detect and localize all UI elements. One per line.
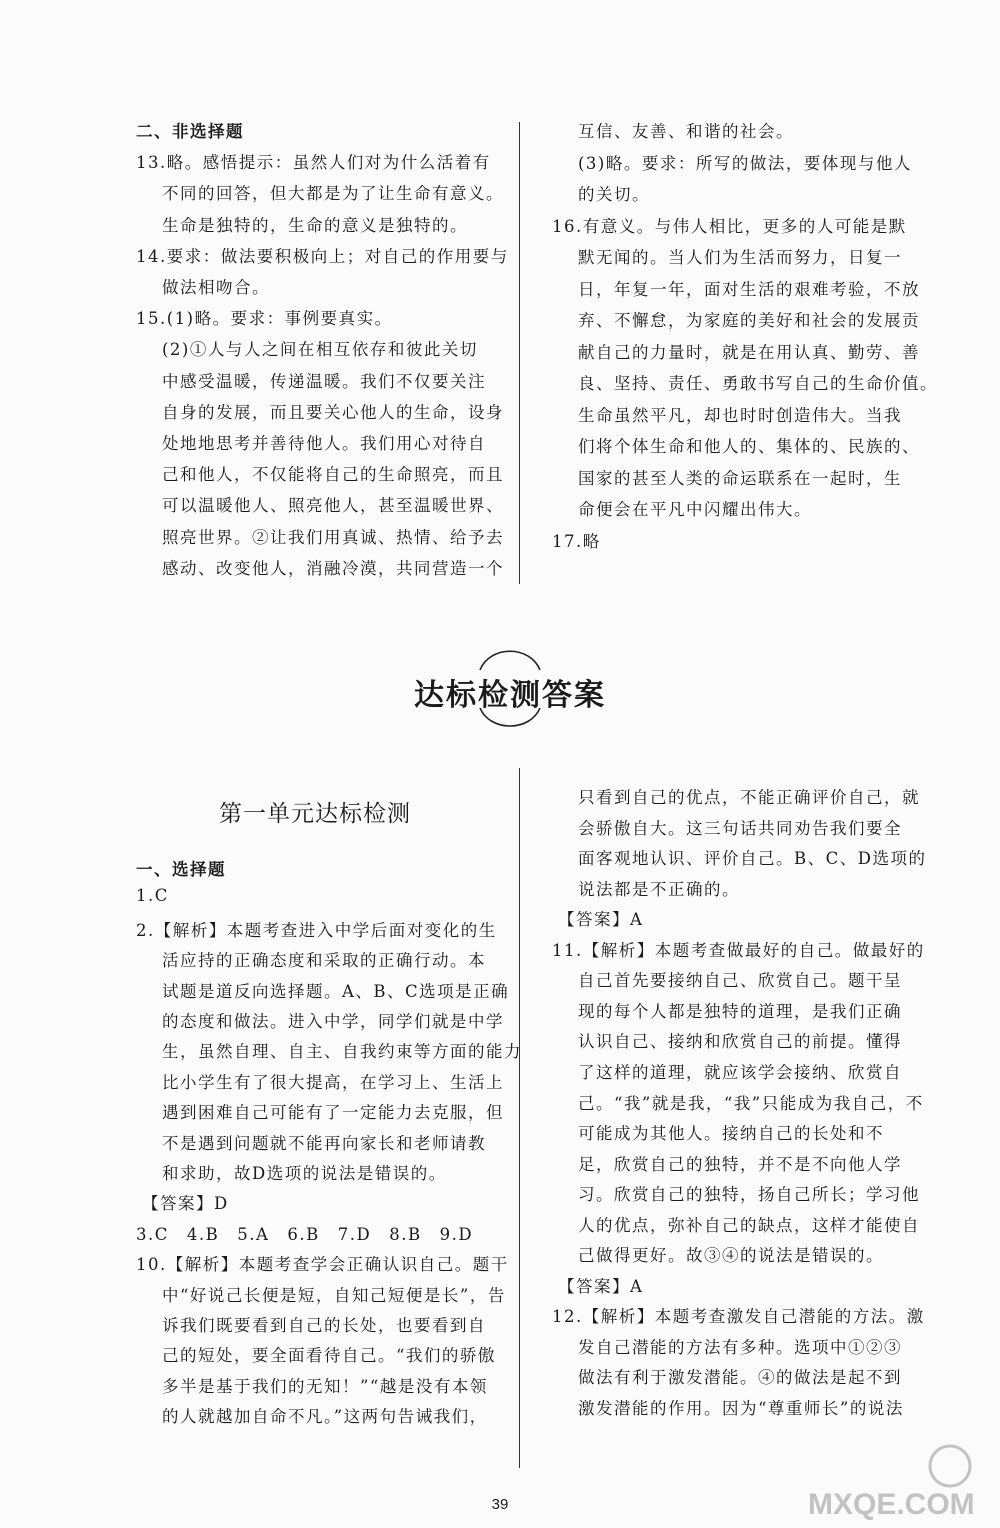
text-line: 认识自己、接纳和欣赏自己的前提。懂得 [578,1032,902,1052]
text-line: 12.【解析】本题考查激发自己潜能的方法。激 [552,1307,925,1327]
text-line: 的关切。 [578,185,650,204]
column-divider-bottom [519,768,520,1468]
text-line: 己的短处，要全面看待自己。“我们的骄傲 [162,1346,496,1366]
text-line: 二、非选择题 [136,122,244,141]
column-divider-top [519,122,520,584]
text-line: 们将个体生命和他人的、集体的、民族的、 [578,437,920,456]
text-line: 比小学生有了很大提高，在学习上、生活上 [162,1072,504,1092]
text-line: 说法都是不正确的。 [578,879,740,899]
text-line: 感动、改变他人，消融冷漠，共同营造一个 [162,558,504,578]
text-line: 只看到自己的优点，不能正确评价自己，就 [578,788,920,807]
text-line: 了这样的道理，就应该学会接纳、欣赏自 [578,1062,902,1082]
text-line: 中“好说己长便是短，自知己短便是长”，告 [162,1285,506,1305]
text-line: 【答案】A [558,910,644,930]
text-line: 激发潜能的作用。因为“尊重师长”的说法 [578,1399,904,1418]
text-line: 1.C [136,886,169,906]
text-line: 2.【解析】本题考查进入中学后面对变化的生 [136,920,497,940]
watermark-text: MXQE.COM [808,1488,975,1521]
text-line: 试题是道反向选择题。A、B、C选项是正确 [162,981,510,1001]
text-line: 面客观地认识、评价自己。B、C、D选项的 [578,849,927,869]
text-line: 14.要求：做法要积极向上；对自己的作用要与 [136,246,509,266]
text-line: 16.有意义。与伟人相比，更多的人可能是默 [552,216,907,236]
text-line: 一、选择题 [136,860,226,879]
text-line: 可能成为其他人。接纳自己的长处和不 [578,1124,884,1144]
text-line: 10.【解析】本题考查学会正确认识自己。题干 [136,1255,509,1275]
text-line: 中感受温暖，传递温暖。我们不仅要关注 [162,371,486,391]
text-line: 15.(1)略。要求：事例要真实。 [136,309,393,329]
text-line: 活应持的正确态度和采取的正确行动。本 [162,951,486,971]
text-line: 国家的甚至人类的命运联系在一起时，生 [578,468,902,488]
text-line: 己和他人，不仅能将自己的生命照亮，而且 [162,465,504,485]
text-line: 和求助，故D选项的说法是错误的。 [162,1164,447,1183]
text-line: 的态度和做法。进入中学，同学们就是中学 [162,1012,504,1031]
unit-title: 第一单元达标检测 [219,801,411,827]
section-banner-title: 达标检测答案 [414,678,606,713]
text-line: 命便会在平凡中闪耀出伟大。 [578,500,812,519]
text-line: 献自己的力量时，就是在用认真、勤劳、善 [578,342,920,362]
text-line: 自身的发展，而且要关心他人的生命，设身 [162,402,504,422]
text-line: 诉我们既要看到自己的长处，也要看到自 [162,1316,486,1335]
text-line: 13.略。感悟提示：虽然人们对为什么活着有 [136,153,491,173]
text-line: 生命虽然平凡，却也时时创造伟大。当我 [578,405,902,425]
text-line: 现的每个人都是独特的道理，是我们正确 [578,1001,902,1021]
text-line: 生，虽然自理、自主、自我约束等方面的能力 [162,1042,522,1062]
text-line: 默无闻的。当人们为生活而努力，日复一 [578,248,902,267]
text-line: 己做得更好。故③④的说法是错误的。 [578,1246,884,1266]
text-line: (2)①人与人之间在相互依存和彼此关切 [162,340,478,360]
text-line: 自己首先要接纳自己、欣赏自己。题干呈 [578,971,902,991]
text-line: 遇到困难自己可能有了一定能力去克服，但 [162,1103,504,1123]
text-line: 习。欣赏自己的独特，扬自己所长；学习他 [578,1185,920,1205]
text-line: 11.【解析】本题考查做最好的自己。做最好的 [552,940,925,960]
text-line: 互信、友善、和谐的社会。 [578,122,794,141]
text-line: 日，年复一年，面对生活的艰难考验，不放 [578,279,920,299]
text-line: 良、坚持、责任、勇敢书写自己的生命价值。 [578,374,938,393]
text-line: 弃、不懈怠，为家庭的美好和社会的发展贡 [578,311,920,330]
text-line: 人的优点，弥补自己的缺点，这样才能使自 [578,1215,920,1235]
text-line: (3)略。要求：所写的做法，要体现与他人 [578,153,912,173]
text-line: 做法有利于激发潜能。④的做法是起不到 [578,1368,902,1388]
text-line: 会骄傲自大。这三句话共同劝告我们要全 [578,818,902,838]
text-line: 不同的回答，但大都是为了让生命有意义。 [162,184,504,204]
text-line: 生命是独特的，生命的意义是独特的。 [162,215,468,235]
section-banner [385,640,635,735]
text-line: 己。“我”就是我，“我”只能成为我自己，不 [578,1093,924,1113]
text-line: 照亮世界。②让我们用真诚、热情、给予去 [162,527,504,547]
text-line: 足，欣赏自己的独特，并不是不向他人学 [578,1154,902,1174]
text-line: 【答案】D [142,1194,229,1214]
text-line: 处地地思考并善待他人。我们用心对待自 [162,434,486,453]
text-line: 的人就越加自命不凡。”这两句告诫我们， [162,1407,488,1427]
text-line: 发自己潜能的方法有多种。选项中①②③ [578,1337,902,1357]
text-line: 可以温暖他人、照亮他人，甚至温暖世界、 [162,496,504,516]
text-line: 做法相吻合。 [162,278,270,297]
text-line: 【答案】A [558,1276,644,1296]
watermark-logo [800,1442,990,1522]
page-number: 39 [491,1496,509,1513]
text-line: 3.C 4.B 5.A 6.B 7.D 8.B 9.D [136,1224,474,1244]
text-line: 多半是基于我们的无知！”“越是没有本领 [162,1376,488,1396]
text-line: 17.略 [552,531,601,551]
text-line: 不是遇到问题就不能再向家长和老师请教 [162,1133,486,1153]
